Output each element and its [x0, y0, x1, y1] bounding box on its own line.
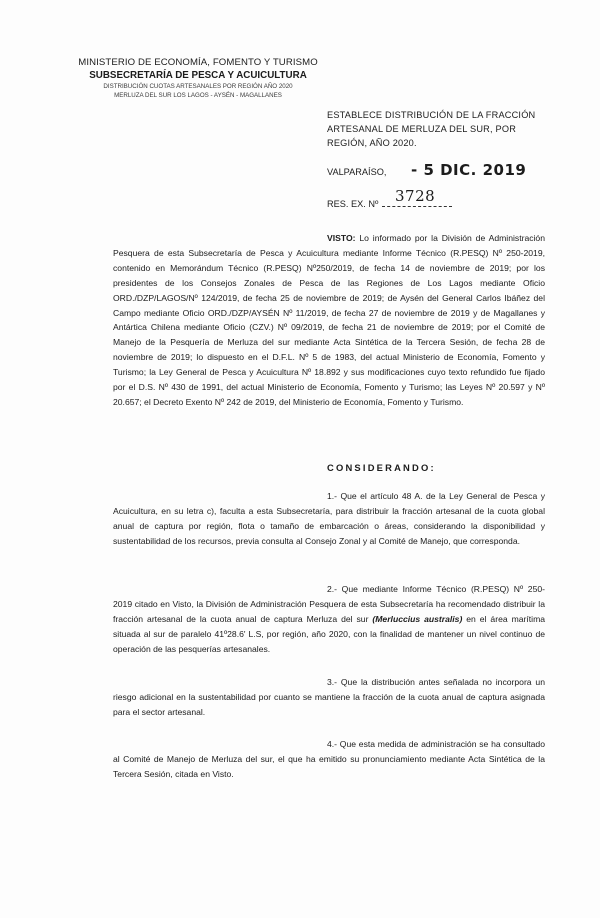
- letterhead: [78, 56, 318, 100]
- species-name: (Merluccius australis): [372, 613, 463, 624]
- considerando-3: 3.- Que la distribución antes señalada no incorpora un riesgo adicional en la sustentabilidad por cuanto se mantiene la fracción de la cuota anual de captura asignada para el sector artesanal.: [113, 677, 545, 717]
- visto-label: VISTO:: [327, 233, 356, 243]
- letterhead-reference-line-2: MERLUZA DEL SUR LOS LAGOS - AYSÉN - MAGALLANES: [114, 92, 282, 99]
- considerando-4: 4.- Que esta medida de administración se ha consultado al Comité de Manejo de Merluza del sur, el que ha emitido su pronunciamiento mediante Acta Sintética de la Tercera Sesión, citada en Visto.: [113, 739, 545, 779]
- visto-text: Lo informado por la División de Administración Pesquera de esta Subsecretaría de Pesca y Acuicultura mediante Informe Técnico (R.PESQ) Nº 250-2019, contenido en Memorándum Técnico (R.PESQ) Nº250/2019, de fecha 14 de noviembre de 2019; por los presidentes de los Consejos Zonales de Pesca de las Regiones de Los Lagos mediante Oficio ORD./DZP/LAGOS/Nº 124/2019, de fecha 25 de noviembre de 2019; de Aysén del General Carlos Ibáñez del Campo mediante Oficio ORD./DZP/AYSÉN Nº 11/2019, de fecha 27 de noviembre de 2019 y de Magallanes y Antártica Chilena mediante Oficio (CZV.) Nº 09/2019, de fecha 21 de noviembre de 2019; por el Comité de Manejo de la Pesquería de Merluza del sur mediante Acta Sintética de la Tercera Sesión, de fecha 28 de noviembre de 2019; lo dispuesto en el D.F.L. Nº 5 de 1983, del actual Ministerio de Economía, Fomento y Turismo; la Ley General de Pesca y Acuicultura Nº 18.892 y sus modificaciones cuyo texto refundido fue fijado por el D.S. Nº 430 de 1991, del actual Ministerio de Economía, Fomento y Turismo; las Leyes Nº 20.597 y Nº 20.657; el Decreto Exento Nº 242 de 2019, del Ministerio de Economía, Fomento y Turismo.: [113, 233, 545, 407]
- considerando-heading: CONSIDERANDO:: [327, 462, 436, 473]
- place-label: VALPARAÍSO,: [327, 167, 387, 177]
- ministry-name: MINISTERIO DE ECONOMÍA, FOMENTO Y TURISMO: [78, 57, 318, 68]
- considerando-2: [113, 582, 545, 657]
- place-date-row: [327, 161, 527, 179]
- considerando-2-text-a: 2.- Que mediante Informe Técnico (R.PESQ) Nº 250-2019 citado en Visto, la División de Administración Pesquera de esta Subsecretaría ha recomendado distribuir la fracción artesanal de la cuota anual de captura Merluza del sur: [113, 584, 545, 624]
- considerando-2-text-b: en el área marítima situada al sur de paralelo 41º28.6' L.S, por región, año 2020, con la finalidad de mantener un nivel continuo de operación de las pesquerías artesanales.: [113, 613, 546, 654]
- resolution-subject: ESTABLECE DISTRIBUCIÓN DE LA FRACCIÓN ARTESANAL DE MERLUZA DEL SUR, POR REGIÓN, AÑO 2020.: [327, 110, 536, 148]
- letterhead-reference-line-1: DISTRIBUCIÓN CUOTAS ARTESANALES POR REGIÓN AÑO 2020: [103, 83, 293, 90]
- visto-paragraph: [113, 231, 545, 410]
- resolution-number-row: [327, 187, 452, 209]
- date-stamp: - 5 DIC. 2019: [411, 161, 527, 179]
- considerando-1: 1.- Que el artículo 48 A. de la Ley General de Pesca y Acuicultura, en su letra c), faculta a esta Subsecretaría, para distribuir la fracción artesanal de la cuota global anual de captura por región, flota o tamaño de embarcación o áreas, considerando la disponibilidad y sustentabilidad de los recursos, previa consulta al Consejo Zonal y al Comité de Manejo, que corresponda.: [113, 491, 545, 546]
- subsecretaria-name: SUBSECRETARÍA DE PESCA Y ACUICULTURA: [89, 70, 307, 81]
- resolution-number: 3728: [395, 187, 436, 205]
- resolution-label: RES. EX. Nº: [327, 199, 379, 209]
- resolution-number-line: [382, 206, 452, 207]
